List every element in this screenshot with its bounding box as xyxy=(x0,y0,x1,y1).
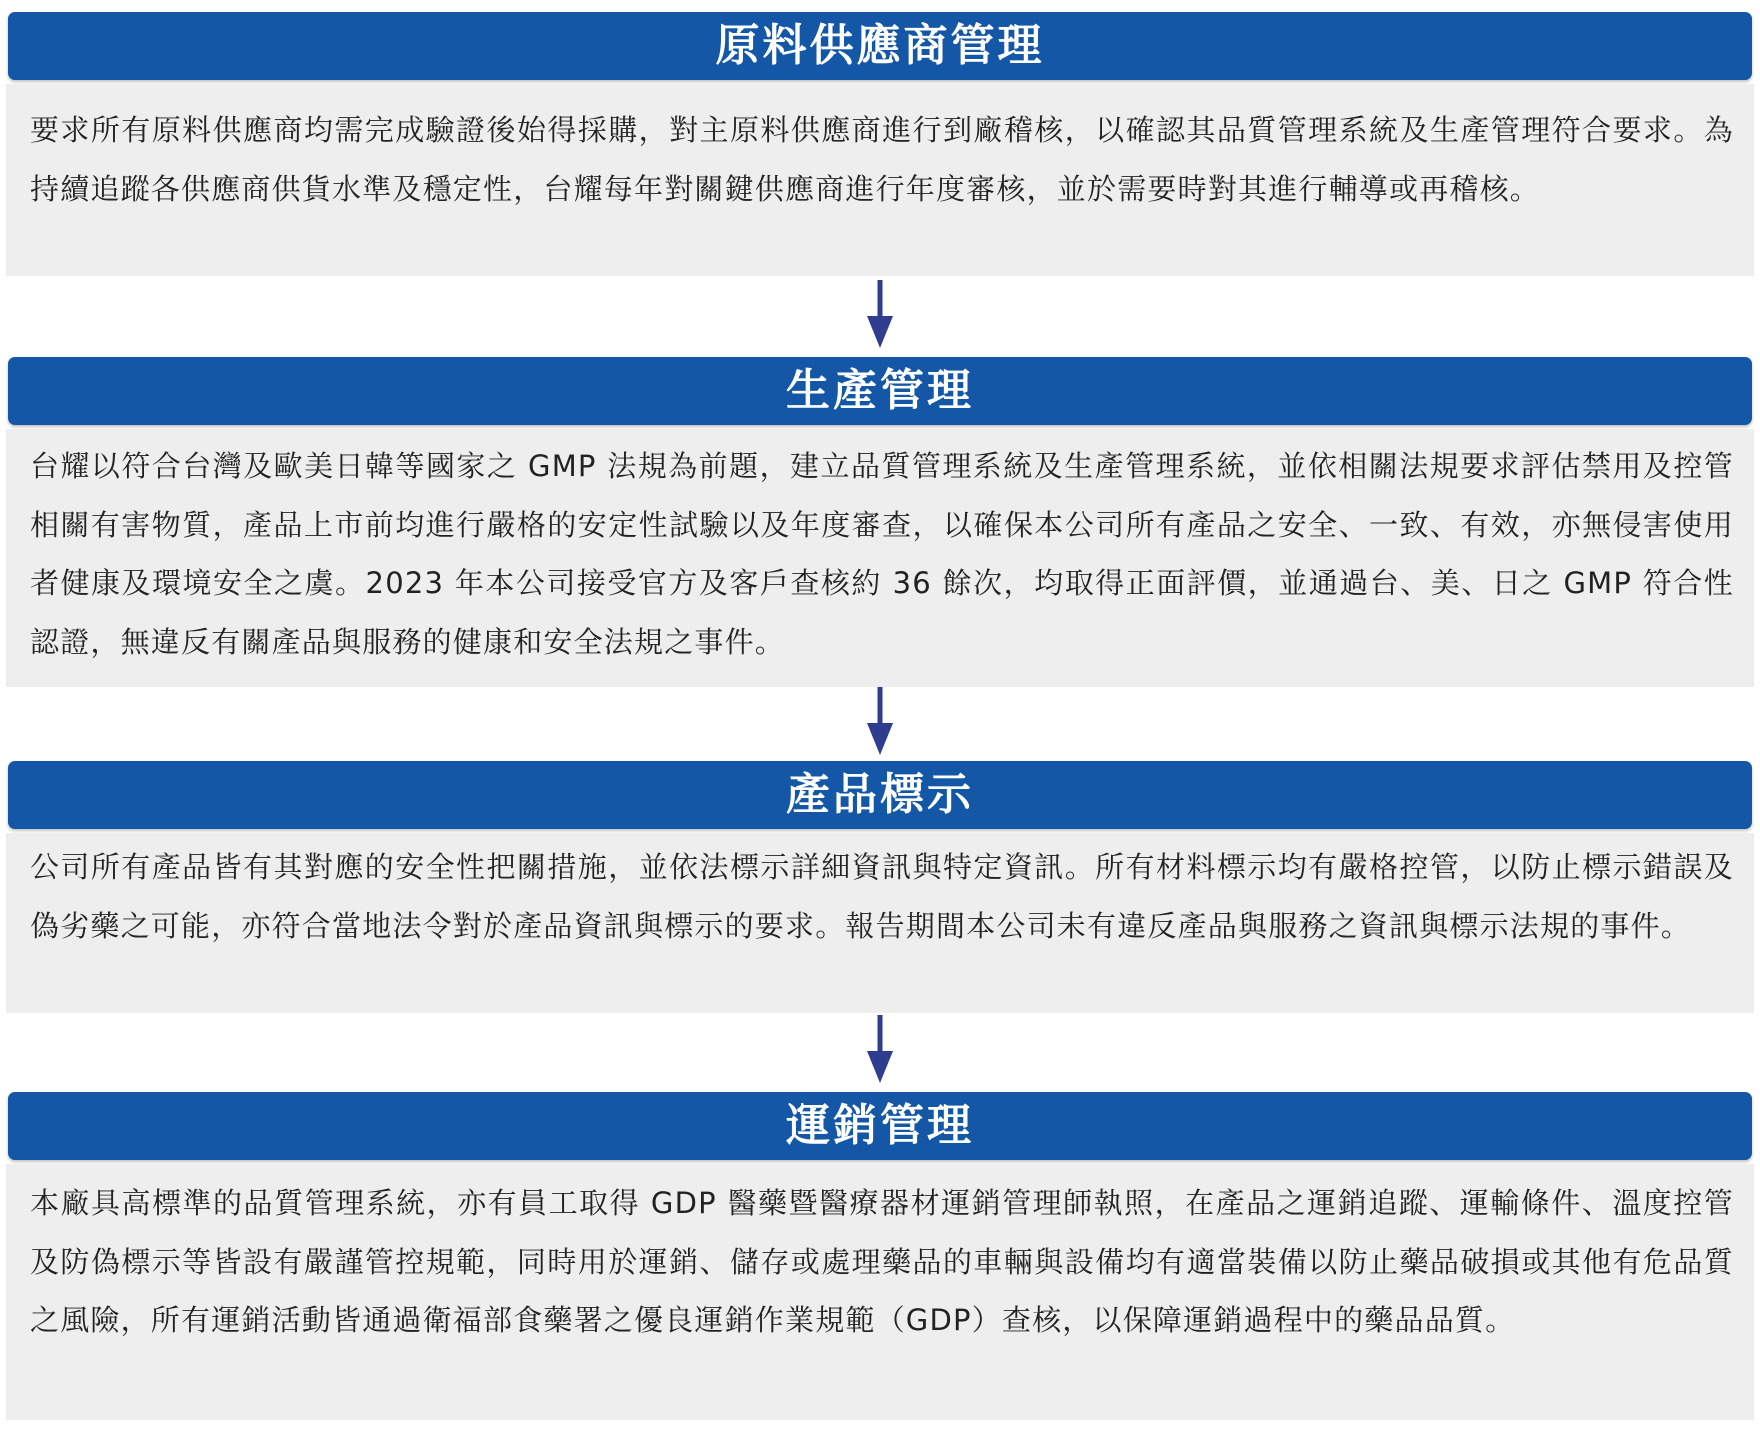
section-header-distribution-management: 運銷管理 xyxy=(8,1092,1752,1160)
section-header-production-management: 生產管理 xyxy=(8,357,1752,425)
arrow-down-icon xyxy=(866,1015,894,1085)
arrow-down-icon xyxy=(866,280,894,350)
section-body-supplier-management: 要求所有原料供應商均需完成驗證後始得採購，對主原料供應商進行到廠稽核，以確認其品質管理系統及生產管理符合要求。為持續追蹤各供應商供貨水準及穩定性，台耀每年對關鍵供應商進行年度審核，並於需要時對其進行輔導或再稽核。 xyxy=(6,84,1754,276)
section-body-production-management: 台耀以符合台灣及歐美日韓等國家之 GMP 法規為前題，建立品質管理系統及生產管理系統，並依相關法規要求評估禁用及控管相關有害物質，產品上市前均進行嚴格的安定性試驗以及年度審查，以確保本公司所有產品之安全、一致、有效，亦無侵害使用者健康及環境安全之虞。2023 年本公司接受官方及客戶查核約 36 餘次，均取得正面評價，並通過台、美、日之 GMP 符合性認證，無違反有關產品與服務的健康和安全法規之事件。 xyxy=(6,429,1754,687)
arrow-down-icon xyxy=(866,687,894,757)
section-header-product-labeling: 產品標示 xyxy=(8,761,1752,829)
section-header-supplier-management: 原料供應商管理 xyxy=(8,12,1752,80)
section-body-distribution-management: 本廠具高標準的品質管理系統，亦有員工取得 GDP 醫藥暨醫療器材運銷管理師執照，在產品之運銷追蹤、運輸條件、溫度控管及防偽標示等皆設有嚴謹管控規範，同時用於運銷、儲存或處理藥品的車輛與設備均有適當裝備以防止藥品破損或其他有危品質之風險，所有運銷活動皆通過衛福部食藥署之優良運銷作業規範（GDP）查核，以保障運銷過程中的藥品品質。 xyxy=(6,1164,1754,1420)
section-body-product-labeling: 公司所有產品皆有其對應的安全性把關措施，並依法標示詳細資訊與特定資訊。所有材料標示均有嚴格控管，以防止標示錯誤及偽劣藥之可能，亦符合當地法令對於產品資訊與標示的要求。報告期間本公司未有違反產品與服務之資訊與標示法規的事件。 xyxy=(6,833,1754,1013)
